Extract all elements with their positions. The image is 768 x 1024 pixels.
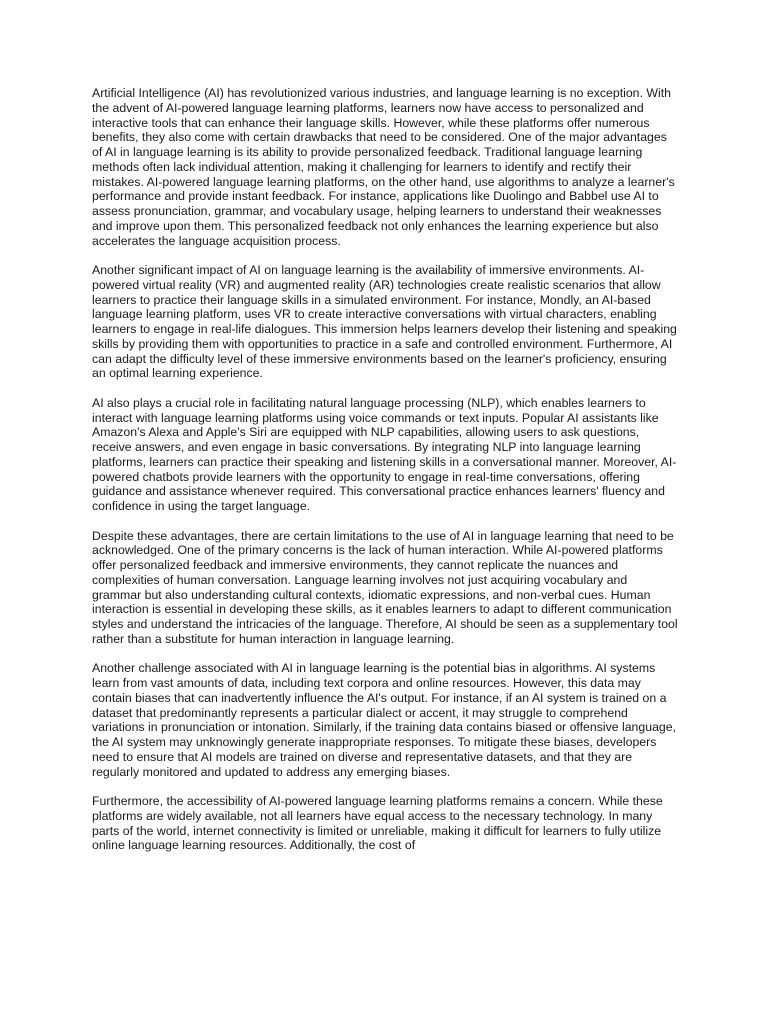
paragraph-1: Artificial Intelligence (AI) has revolutionized various industries, and language learning is no exception. With the advent of AI-powered language learning platforms, learners now have access to personalized and interactive tools that can enhance their language skills. However, while these platforms offer numerous benefits, they also come with certain drawbacks that need to be considered. One of the major advantages of AI in language learning is its ability to provide personalized feedback. Traditional language learning methods often lack individual attention, making it challenging for learners to identify and rectify their mistakes. AI-powered language learning platforms, on the other hand, use algorithms to analyze a learner's performance and provide instant feedback. For instance, applications like Duolingo and Babbel use AI to assess pronunciation, grammar, and vocabulary usage, helping learners to understand their weaknesses and improve upon them. This personalized feedback not only enhances the learning experience but also accelerates the language acquisition process.	[92, 86, 675, 248]
paragraph-6: Furthermore, the accessibility of AI-powered language learning platforms remains a concern. While these platforms are widely available, not all learners have equal access to the necessary technology. In many parts of the world, internet connectivity is limited or unreliable, making it difficult for learners to fully utilize online language learning resources. Additionally, the cost of	[92, 794, 663, 853]
paragraph-4: Despite these advantages, there are certain limitations to the use of AI in language learning that need to be acknowledged. One of the primary concerns is the lack of human interaction. While AI-powered platforms offer personalized feedback and immersive environments, they cannot replicate the nuances and complexities of human conversation. Language learning involves not just acquiring vocabulary and grammar but also understanding cultural contexts, idiomatic expressions, and non-verbal cues. Human interaction is essential in developing these skills, as it enables learners to adapt to different communication styles and understand the intricacies of the language. Therefore, AI should be seen as a supplementary tool rather than a substitute for human interaction in language learning.	[92, 528, 678, 646]
paragraph-2: Another significant impact of AI on language learning is the availability of immersive environments. AI-powered virtual reality (VR) and augmented reality (AR) technologies create realistic scenarios that allow learners to practice their language skills in a simulated environment. For instance, Mondly, an AI-based language learning platform, uses VR to create interactive conversations with virtual characters, enabling learners to engage in real-life dialogues. This immersion helps learners develop their listening and speaking skills by providing them with opportunities to practice in a safe and controlled environment. Furthermore, AI can adapt the difficulty level of these immersive environments based on the learner's proficiency, ensuring an optimal learning experience.	[92, 263, 677, 381]
document-page	[92, 86, 678, 868]
paragraph-3: AI also plays a crucial role in facilitating natural language processing (NLP), which enables learners to interact with language learning platforms using voice commands or text inputs. Popular AI assistants like Amazon's Alexa and Apple's Siri are equipped with NLP capabilities, allowing users to ask questions, receive answers, and even engage in basic conversations. By integrating NLP into language learning platforms, learners can practice their speaking and listening skills in a conversational manner. Moreover, AI-powered chatbots provide learners with the opportunity to engage in real-time conversations, offering guidance and assistance whenever required. This conversational practice enhances learners' fluency and confidence in using the target language.	[92, 395, 677, 513]
paragraph-5: Another challenge associated with AI in language learning is the potential bias in algorithms. AI systems learn from vast amounts of data, including text corpora and online resources. However, this data may contain biases that can inadvertently influence the AI's output. For instance, if an AI system is trained on a dataset that predominantly represents a particular dialect or accent, it may struggle to comprehend variations in pronunciation or intonation. Similarly, if the training data contains biased or offensive language, the AI system may unknowingly generate inappropriate responses. To mitigate these biases, developers need to ensure that AI models are trained on diverse and representative datasets, and that they are regularly monitored and updated to address any emerging biases.	[92, 661, 676, 779]
